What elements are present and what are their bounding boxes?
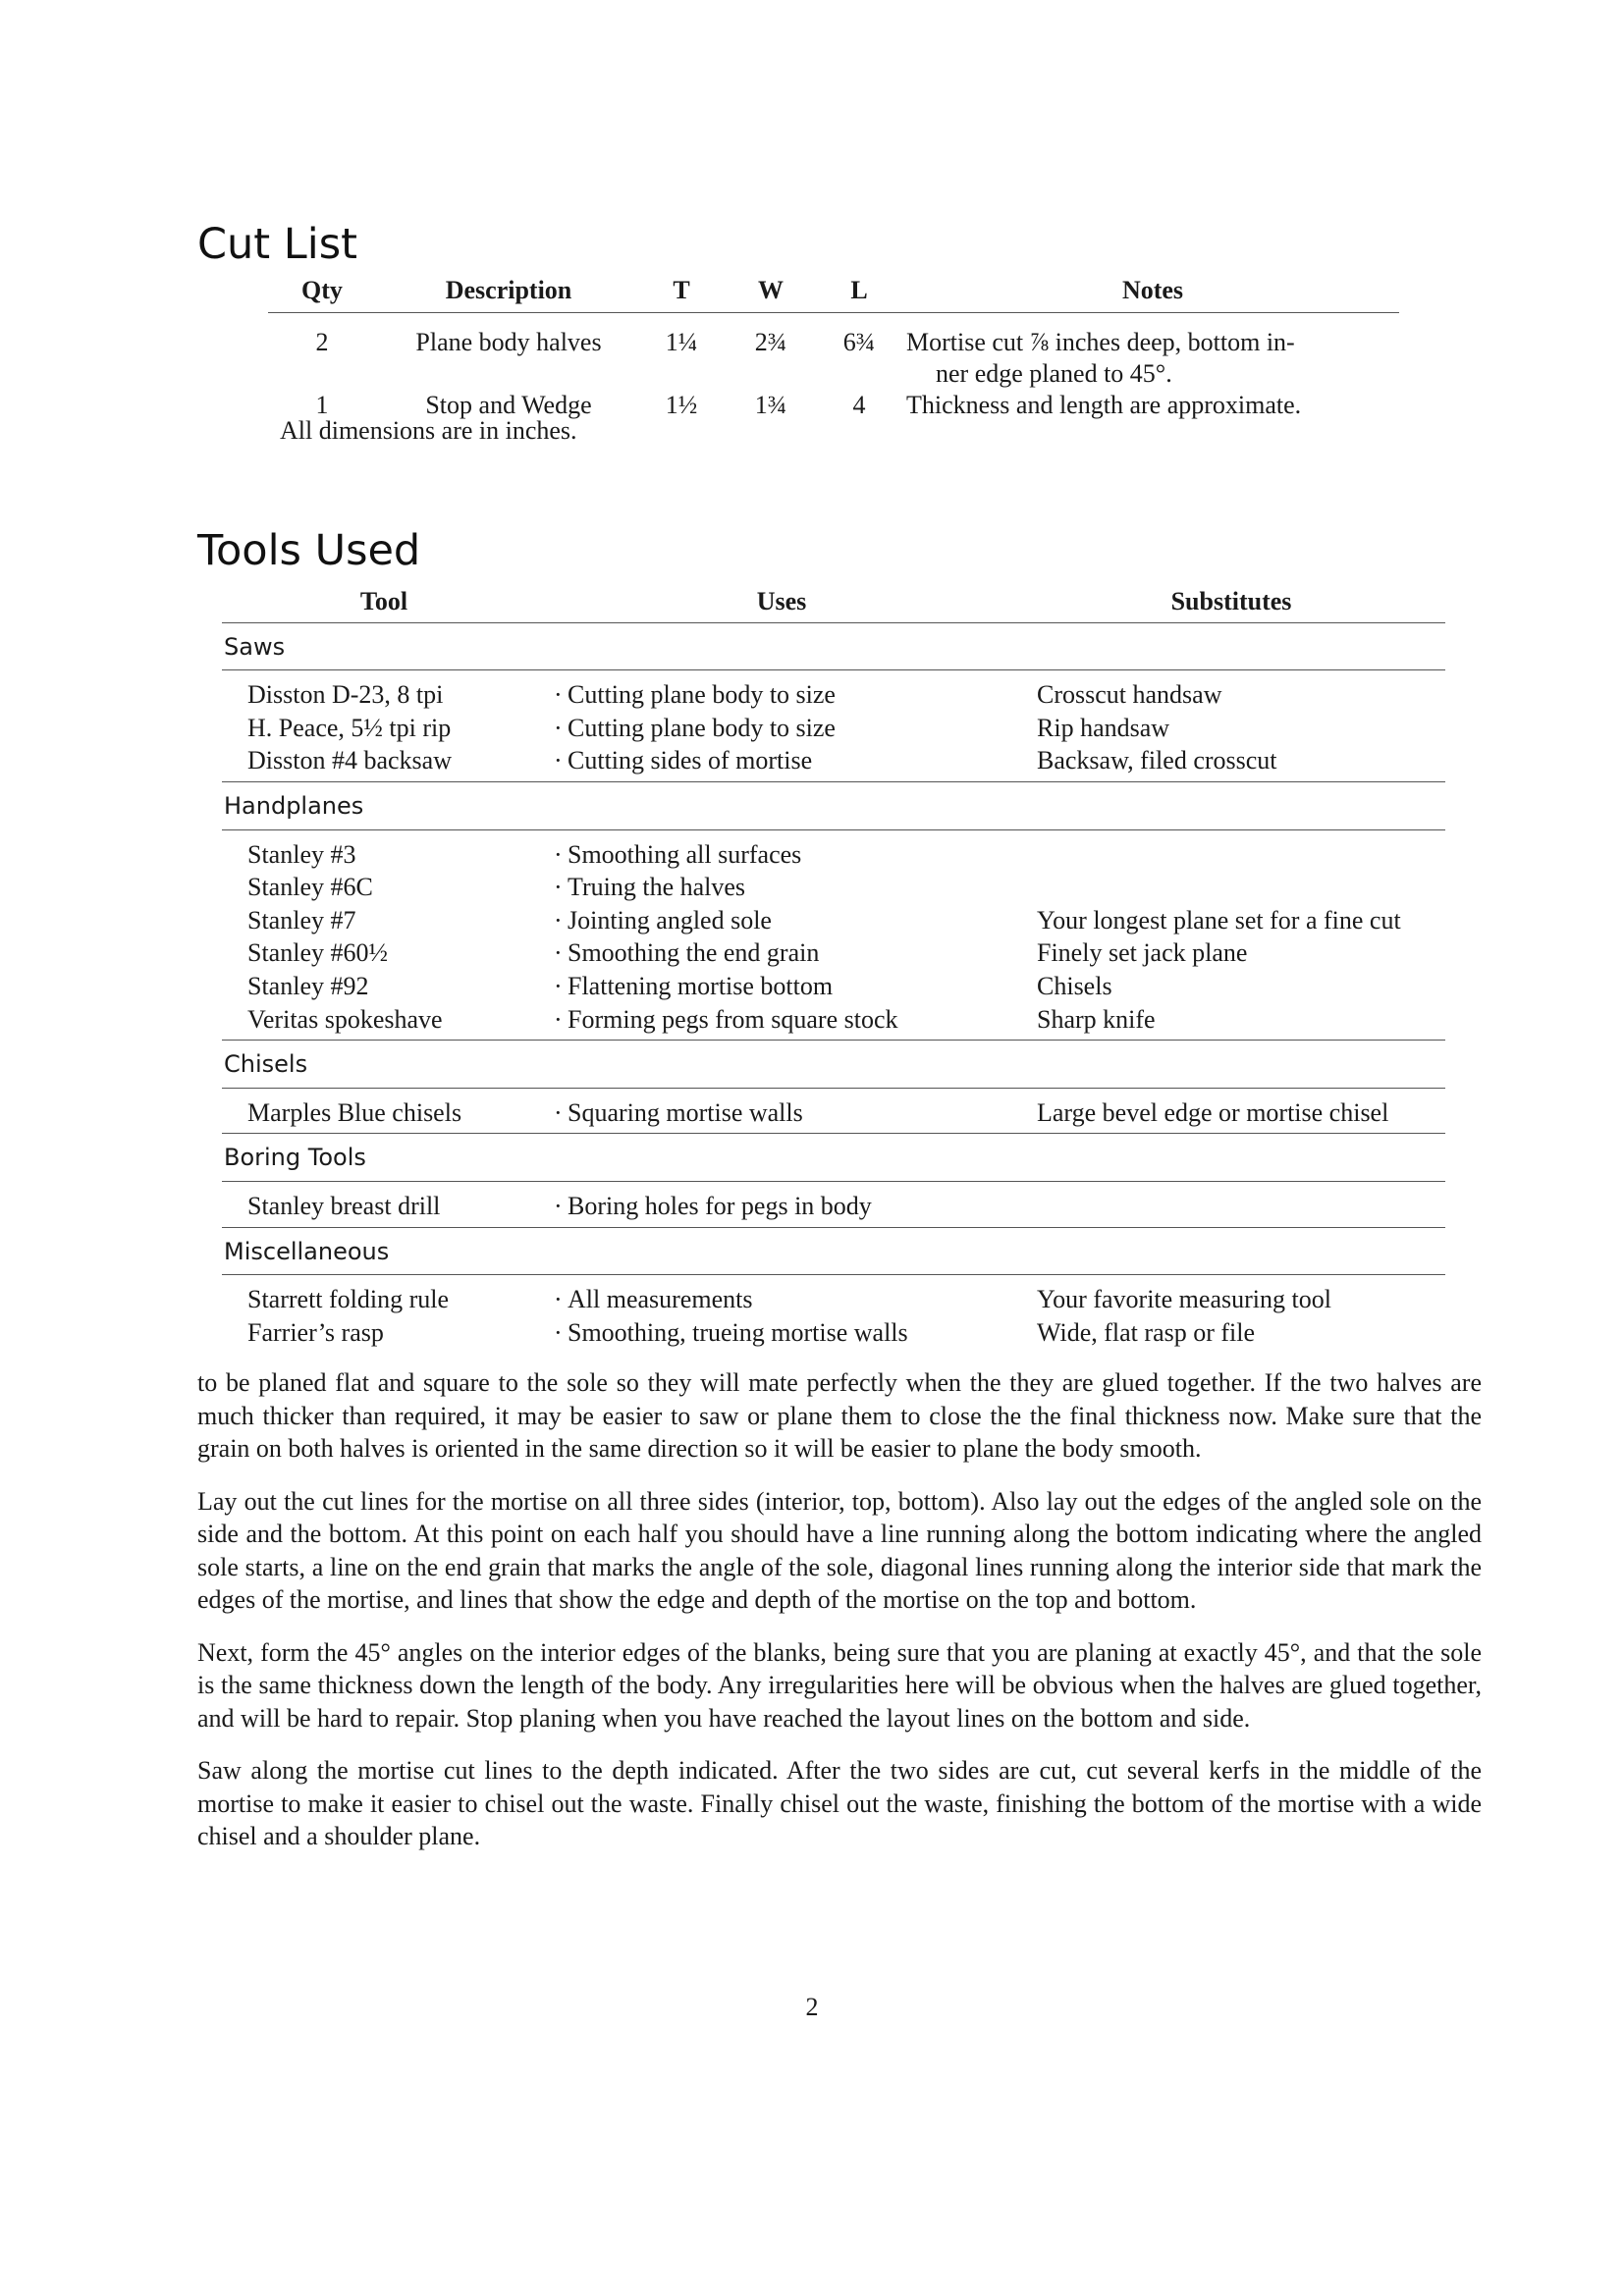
tool-row	[222, 1088, 1445, 1134]
thickness-cell: 1¼	[665, 328, 698, 356]
tool-use-cell	[546, 1316, 1017, 1354]
tool-use-cell	[546, 871, 1017, 904]
tool-category-row	[222, 1134, 1445, 1182]
tool-substitute-cell	[1017, 871, 1445, 904]
tool-row	[222, 904, 1445, 937]
tool-name-cell: Disston #4 backsaw	[247, 746, 452, 775]
notes-cell	[898, 313, 1399, 391]
tool-category-label: Boring Tools	[222, 1134, 1445, 1182]
tool-name-cell: Stanley #3	[247, 839, 356, 869]
body-paragraph: Next, form the 45° angles on the interior edges of the blanks, being sure that you are planing at exactly 45°, and that the sole is the same thickness down the length of the body. Any irregularities here will be obvious when the halves are glued together, and will be hard to repair. Stop planing when you have reached the layout lines on the bottom and side.	[197, 1637, 1482, 1733]
tool-name-cell: H. Peace, 5½ tpi rip	[247, 713, 452, 742]
qty-cell: 2	[315, 328, 329, 356]
tool-name-cell: Stanley #60½	[247, 938, 388, 968]
header-description: Description	[376, 275, 641, 313]
bullet-dot: ·	[554, 1317, 563, 1347]
tool-row	[222, 670, 1445, 712]
tool-use-text: Cutting plane body to size	[568, 680, 836, 710]
tool-use-text: Boring holes for pegs in body	[568, 1191, 872, 1220]
header-t: T	[641, 275, 722, 313]
description-cell: Stop and Wedge	[425, 391, 592, 419]
tool-row	[222, 1003, 1445, 1041]
width-cell: 2¾	[754, 328, 787, 356]
tool-use-cell	[546, 712, 1017, 745]
tool-use-text: Smoothing, trueing mortise walls	[568, 1317, 908, 1347]
tool-use-cell	[546, 1275, 1017, 1316]
tool-name-cell: Farrier’s rasp	[247, 1317, 384, 1347]
tool-name-cell: Stanley #92	[247, 971, 369, 1000]
bullet-dot: ·	[554, 713, 563, 742]
tool-substitute-cell: Large bevel edge or mortise chisel	[1037, 1097, 1389, 1127]
tool-use-cell	[546, 904, 1017, 937]
cut-list-header-row	[268, 275, 1399, 313]
bullet-dot: ·	[554, 680, 563, 710]
tools-used-title: Tools Used	[197, 526, 421, 575]
tool-use-text: All measurements	[568, 1285, 753, 1314]
tool-row	[222, 936, 1445, 970]
body-paragraph: Saw along the mortise cut lines to the depth indicated. After the two sides are cut, cut several kerfs in the middle of the mortise to make it easier to chisel out the waste. Finally chisel out the waste, finishing the bottom of the mortise with a wide chisel and a shoulder plane.	[197, 1756, 1482, 1850]
tool-substitute-cell: Sharp knife	[1037, 1004, 1156, 1034]
tool-row	[222, 970, 1445, 1003]
tool-row	[222, 1181, 1445, 1227]
tool-substitute-cell: Backsaw, filed crosscut	[1037, 746, 1277, 775]
tool-substitute-cell: Rip handsaw	[1037, 713, 1170, 742]
tool-row	[222, 744, 1445, 781]
body-paragraph: Lay out the cut lines for the mortise on all three sides (interior, top, bottom). Also lay out the edges of the angled sole on the side and the bottom. At this point on each half you should have a line running along the bottom indicating where the angled sole starts, a line on the end grain that marks the angle of the sole, diagonal lines running along the interior side that mark the edges of the mortise, and lines that show the edge and depth of the mortise on the top and bottom.	[197, 1486, 1482, 1614]
tool-use-text: Jointing angled sole	[568, 905, 772, 934]
notes-line-1: Mortise cut ⅞ inches deep, bottom in-	[906, 328, 1295, 356]
tools-header-row	[222, 585, 1445, 622]
tool-category-label: Miscellaneous	[222, 1227, 1445, 1275]
tool-substitute-cell	[1017, 829, 1445, 871]
bullet-dot: ·	[554, 1191, 563, 1220]
bullet-dot: ·	[554, 938, 563, 968]
cut-list-title: Cut List	[197, 220, 357, 269]
tool-use-cell	[546, 1088, 1017, 1134]
notes-cell: Thickness and length are approximate.	[906, 391, 1302, 419]
tool-name-cell: Stanley #6C	[247, 873, 373, 902]
cut-list-table	[268, 275, 1399, 421]
tool-category-row	[222, 781, 1445, 829]
header-qty: Qty	[268, 275, 376, 313]
body-paragraph: to be planed flat and square to the sole so they will mate perfectly when the they are glued together. If the two halves are much thicker than required, it may be easier to saw or plane them to close the the final thickness now. Make sure that the grain on both halves is oriented in the same direction so it will be easier to plane the body smooth.	[197, 1368, 1482, 1463]
tools-table-body	[222, 622, 1445, 1353]
tool-category-row	[222, 1041, 1445, 1089]
tools-table	[222, 585, 1445, 1353]
tool-substitute-cell: Chisels	[1037, 971, 1112, 1000]
cut-list-footnote: All dimensions are in inches.	[280, 416, 577, 445]
tool-use-text: Cutting sides of mortise	[568, 746, 813, 775]
header-w: W	[722, 275, 820, 313]
tool-row	[222, 712, 1445, 745]
tool-name-cell: Marples Blue chisels	[247, 1097, 462, 1127]
bullet-dot: ·	[554, 971, 563, 1000]
tool-name-cell: Stanley #7	[247, 905, 356, 934]
tool-use-text: Squaring mortise walls	[568, 1097, 803, 1127]
tool-row	[222, 1316, 1445, 1354]
length-cell: 6¾	[842, 328, 876, 356]
header-notes: Notes	[898, 275, 1399, 313]
tool-name-cell: Stanley breast drill	[247, 1191, 441, 1220]
header-substitutes: Substitutes	[1017, 585, 1445, 622]
tool-use-text: Smoothing all surfaces	[568, 839, 802, 869]
tool-substitute-cell: Wide, flat rasp or file	[1037, 1317, 1256, 1347]
tool-use-cell	[546, 970, 1017, 1003]
tool-substitute-cell: Your favorite measuring tool	[1037, 1285, 1331, 1314]
tool-use-cell	[546, 744, 1017, 781]
tool-category-row	[222, 1227, 1445, 1275]
tool-substitute-cell: Your longest plane set for a fine cut	[1037, 905, 1401, 934]
tool-category-row	[222, 622, 1445, 670]
description-cell: Plane body halves	[415, 328, 602, 356]
bullet-dot: ·	[554, 873, 563, 902]
tool-substitute-cell	[1017, 1181, 1445, 1227]
tool-use-text: Smoothing the end grain	[568, 938, 820, 968]
tool-use-cell	[546, 936, 1017, 970]
qty-cell: 1	[315, 391, 329, 419]
tool-row	[222, 871, 1445, 904]
tool-use-text: Cutting plane body to size	[568, 713, 836, 742]
tool-use-cell	[546, 1003, 1017, 1041]
bullet-dot: ·	[554, 839, 563, 869]
tool-use-cell	[546, 1181, 1017, 1227]
tool-name-cell: Disston D-23, 8 tpi	[247, 680, 444, 710]
bullet-dot: ·	[554, 746, 563, 775]
page-number: 2	[805, 1993, 819, 2021]
tool-row	[222, 1275, 1445, 1316]
tool-name-cell: Starrett folding rule	[247, 1285, 450, 1314]
bullet-dot: ·	[554, 1097, 563, 1127]
tool-use-text: Truing the halves	[568, 873, 746, 902]
tool-name-cell: Veritas spokeshave	[247, 1004, 443, 1034]
tool-use-cell	[546, 670, 1017, 712]
header-l: L	[820, 275, 898, 313]
header-tool: Tool	[222, 585, 546, 622]
tool-substitute-cell: Finely set jack plane	[1037, 938, 1248, 968]
tool-use-cell	[546, 829, 1017, 871]
bullet-dot: ·	[554, 1285, 563, 1314]
length-cell: 4	[852, 391, 866, 419]
bullet-dot: ·	[554, 905, 563, 934]
tool-use-text: Flattening mortise bottom	[568, 971, 834, 1000]
thickness-cell: 1½	[665, 391, 698, 419]
body-text	[197, 1366, 1482, 1873]
tool-category-label: Chisels	[222, 1041, 1445, 1089]
cut-list-row	[268, 313, 1399, 391]
tool-row	[222, 829, 1445, 871]
header-uses: Uses	[546, 585, 1017, 622]
width-cell: 1¾	[754, 391, 787, 419]
bullet-dot: ·	[554, 1004, 563, 1034]
tool-category-label: Handplanes	[222, 781, 1445, 829]
tool-use-text: Forming pegs from square stock	[568, 1004, 898, 1034]
notes-line-2: ner edge planed to 45°.	[936, 359, 1172, 388]
tool-substitute-cell: Crosscut handsaw	[1037, 680, 1222, 710]
tool-category-label: Saws	[222, 622, 1445, 670]
